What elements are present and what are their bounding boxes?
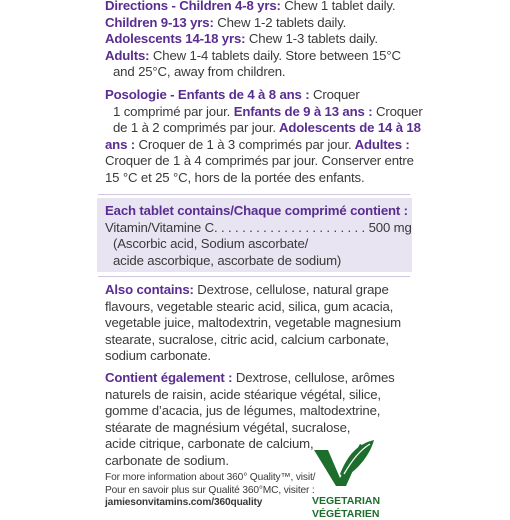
vegetarian-badge bbox=[300, 438, 410, 520]
ingredient-vitamin-c: Vitamin/Vitamine C bbox=[105, 219, 214, 235]
footnote-french: Pour en savoir plus sur Qualité 360°MC, visiter : bbox=[105, 484, 315, 496]
contient-heading: Contient également : bbox=[105, 370, 233, 385]
quality-footnote bbox=[105, 472, 315, 510]
contient-line-1: Dextrose, cellulose, arômes bbox=[232, 370, 395, 385]
posologie-adolescents-heading-cont: ans : bbox=[105, 136, 136, 152]
also-contains-english bbox=[105, 282, 401, 365]
divider-bottom bbox=[98, 276, 410, 277]
posologie-enfants-9-13-heading: Enfants de 9 à 13 ans : bbox=[230, 103, 373, 119]
contient-line-5: acide citrique, carbonate de calcium, bbox=[105, 436, 314, 452]
also-contains-line-1: Dextrose, cellulose, natural grape bbox=[193, 282, 389, 297]
directions-adolescents-text: Chew 1-3 tablets daily. bbox=[245, 31, 378, 47]
divider-top bbox=[98, 194, 410, 195]
also-contains-heading: Also contains: bbox=[105, 282, 194, 297]
also-contains-line-5: sodium carbonate. bbox=[105, 348, 211, 364]
contient-line-6: carbonate de sodium. bbox=[105, 452, 229, 468]
posologie-enfants-4-8-text: Croquer bbox=[309, 87, 360, 102]
posologie-dose-1: 1 comprimé par jour. bbox=[113, 103, 231, 119]
posologie-storage: 15 °C et 25 °C, hors de la portée des enfants. bbox=[105, 169, 365, 185]
directions-english bbox=[105, 0, 401, 81]
posologie-adolescents-heading: Adolescents de 14 à 18 bbox=[275, 120, 421, 136]
posologie-dose-3: Croquer de 1 à 3 comprimés par jour. bbox=[135, 136, 352, 152]
vegetarian-label: VEGETARIAN bbox=[312, 495, 381, 507]
contient-line-3: gomme d’acacia, jus de légumes, maltodextrine, bbox=[105, 403, 381, 419]
directions-storage-text: and 25°C, away from children. bbox=[113, 64, 286, 80]
directions-french bbox=[105, 87, 423, 187]
also-contains-line-3: vegetable juice, maltodextrin, vegetable magnesium bbox=[105, 315, 401, 331]
ingredient-source-1: (Ascorbic acid, Sodium ascorbate/ bbox=[113, 236, 309, 252]
directions-children-9-13-heading: Children 9-13 yrs: bbox=[105, 14, 214, 30]
posologie-croquer: Croquer bbox=[372, 103, 423, 119]
directions-children-4-8-heading: Directions - Children 4-8 yrs: bbox=[105, 0, 281, 13]
vegetarian-v-leaf-icon bbox=[300, 438, 410, 498]
directions-adults-text: Chew 1-4 tablets daily. Store between 15°C bbox=[149, 47, 401, 63]
directions-adolescents-heading: Adolescents 14-18 yrs: bbox=[105, 31, 246, 47]
directions-children-9-13-text: Chew 1-2 tablets daily. bbox=[213, 14, 347, 30]
contient-line-2: naturels de raisin, acide stéarique végétal, silice, bbox=[105, 386, 381, 402]
directions-adults-heading: Adults: bbox=[105, 47, 150, 63]
posologie-dose-4: Croquer de 1 à 4 comprimés par jour. Conserver entre bbox=[105, 153, 414, 169]
posologie-enfants-4-8-heading: Posologie - Enfants de 4 à 8 ans : bbox=[105, 87, 310, 102]
directions-children-4-8-text: Chew 1 tablet daily. bbox=[280, 0, 396, 13]
posologie-adultes-heading: Adultes : bbox=[351, 136, 410, 152]
also-contains-line-2: flavours, vegetable stearic acid, silica, gum acacia, bbox=[105, 298, 394, 314]
ingredient-leader-dots: . . . . . . . . . . . . . . . . . . . . . . bbox=[213, 219, 366, 235]
vegetarien-label: VÉGÉTARIEN bbox=[312, 508, 380, 520]
ingredient-source-2: acide ascorbique, ascorbate de sodium) bbox=[113, 252, 342, 268]
medicinal-ingredients bbox=[105, 203, 412, 269]
also-contains-line-4: stearate, sucralose, citric acid, calcium carbonate, bbox=[105, 331, 389, 347]
contient-line-4: stéarate de magnésium végétal, sucralose, bbox=[105, 419, 351, 435]
each-tablet-contains-heading: Each tablet contains/Chaque comprimé contient : bbox=[105, 203, 408, 218]
footnote-english: For more information about 360° Quality™, visit/ bbox=[105, 472, 316, 483]
posologie-dose-2: de 1 à 2 comprimés par jour. bbox=[113, 120, 276, 136]
website-link[interactable]: jamiesonvitamins.com/360quality bbox=[105, 497, 263, 509]
ingredient-amount: 500 mg bbox=[368, 219, 412, 235]
